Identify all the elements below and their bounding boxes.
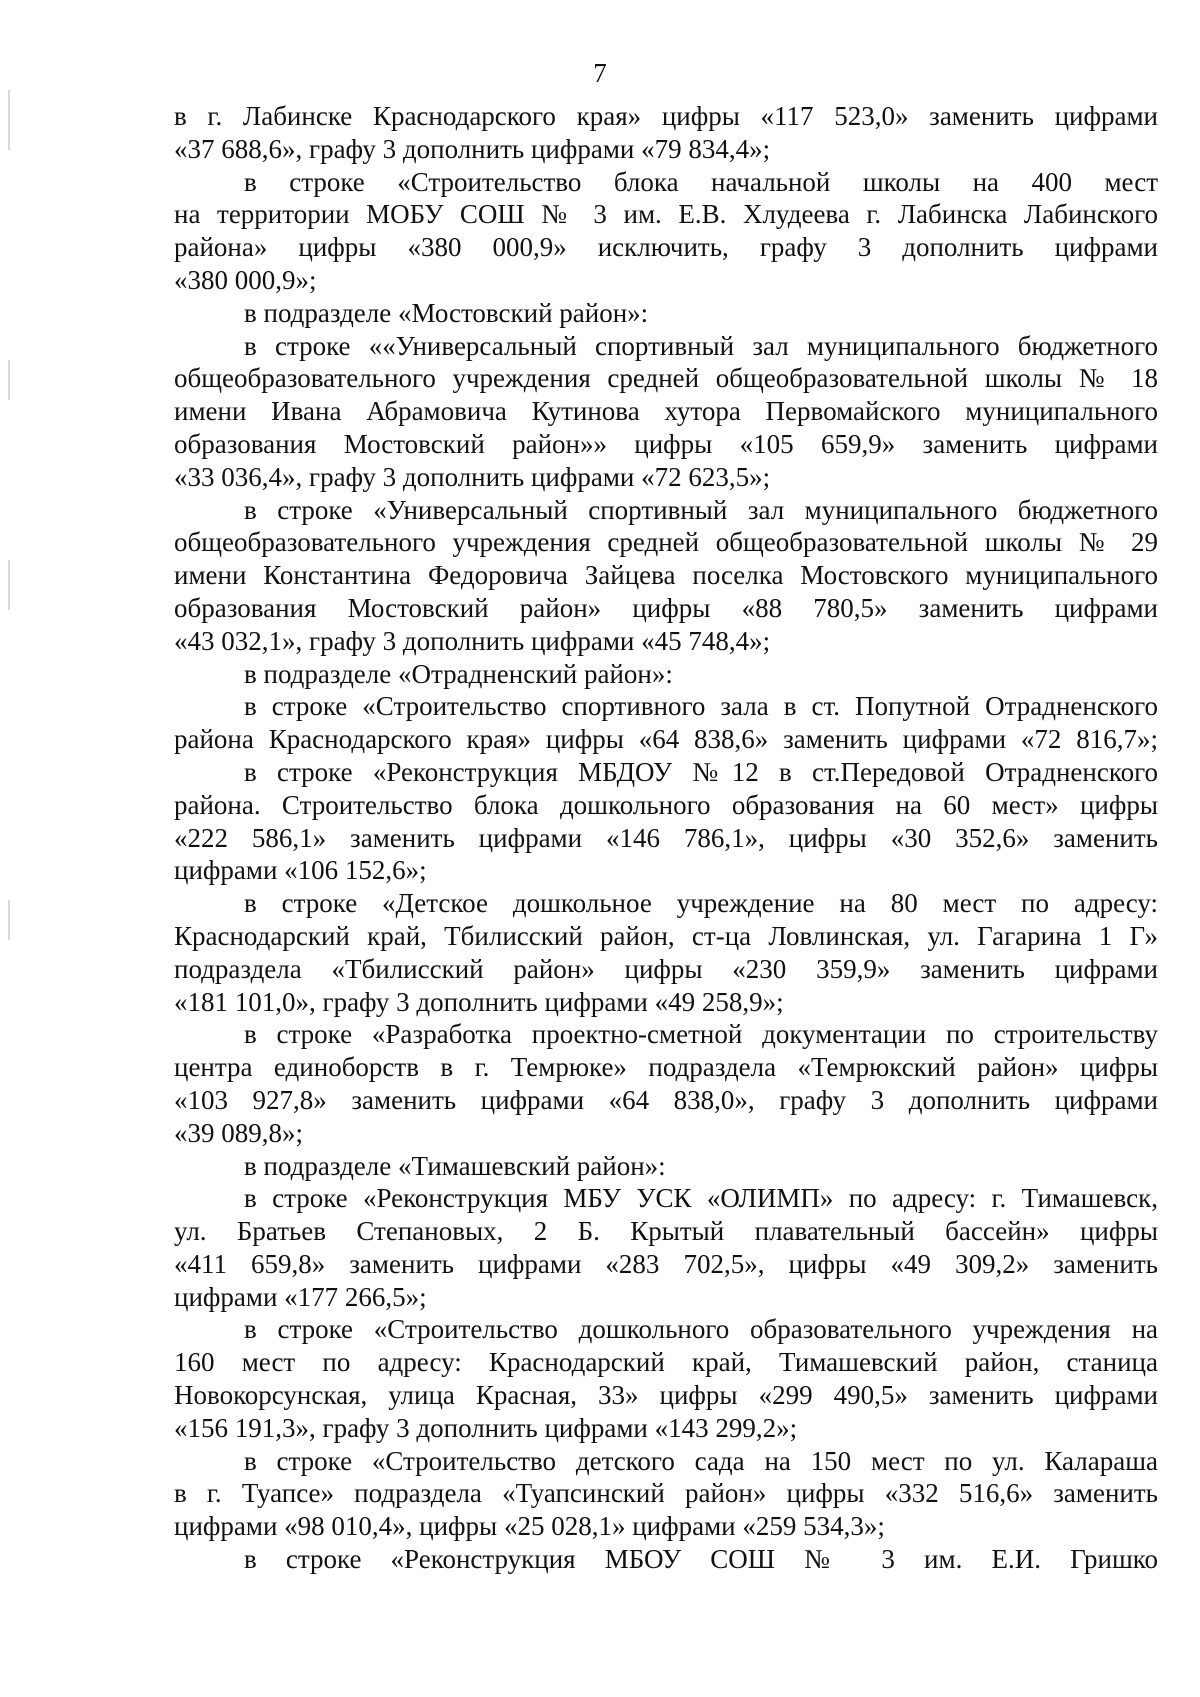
- scan-artifact: [8, 560, 10, 610]
- text-line: района» цифры «380 000,9» исключить, графу 3 дополнить цифрами: [174, 232, 1158, 263]
- text-line: в строке «Строительство детского сада на 150 мест по ул. Калараша: [244, 1445, 1158, 1476]
- text-line: «33 036,4», графу 3 дополнить цифрами «72 623,5»;: [174, 461, 771, 492]
- text-line: в подразделе «Мостовский район»:: [244, 297, 649, 328]
- document-body: [174, 100, 1158, 1576]
- text-line: 160 мест по адресу: Краснодарский край, Тимашевский район, станица: [174, 1347, 1158, 1378]
- page-number: 7: [593, 58, 607, 88]
- scan-artifact: [8, 360, 10, 400]
- text-line: в строке «Строительство блока начальной школы на 400 мест: [244, 166, 1158, 197]
- text-line: «181 101,0», графу 3 дополнить цифрами «49 258,9»;: [174, 986, 784, 1017]
- text-line: образования Мостовский район»» цифры «105 659,9» заменить цифрами: [174, 428, 1158, 459]
- text-line: района. Строительство блока дошкольного образования на 60 мест» цифры: [174, 789, 1158, 820]
- text-line: в строке «Реконструкция МБДОУ №12 в ст.Передовой Отрадненского: [244, 756, 1158, 787]
- text-line: на территории МОБУ СОШ № 3 им. Е.В. Хлудеева г. Лабинска Лабинского: [174, 199, 1158, 230]
- text-line: района Краснодарского края» цифры «64 838,6» заменить цифрами «72 816,7»;: [174, 724, 1158, 755]
- text-line: центра единоборств в г. Темрюке» подраздела «Темрюкский район» цифры: [174, 1052, 1158, 1083]
- text-line: в строке «Строительство дошкольного образовательного учреждения на: [244, 1314, 1158, 1345]
- text-line: в г. Лабинске Краснодарского края» цифры «117 523,0» заменить цифрами: [174, 101, 1158, 131]
- text-line: в строке «Строительство спортивного зала в ст. Попутной Отрадненского: [244, 691, 1158, 722]
- text-line: Новокорсунская, улица Красная, 33» цифры «299 490,5» заменить цифрами: [174, 1380, 1158, 1411]
- text-line: «380 000,9»;: [174, 264, 317, 295]
- text-line: «39 089,8»;: [174, 1117, 304, 1148]
- scan-artifact: [8, 900, 10, 940]
- text-line: в строке «Разработка проектно-сметной документации по строительству: [244, 1019, 1158, 1050]
- text-line: в строке «Реконструкция МБОУ СОШ № 3 им. Е.И. Гришко: [244, 1544, 1158, 1575]
- text-line: подраздела «Тбилисский район» цифры «230 359,9» заменить цифрами: [174, 953, 1158, 984]
- text-line: общеобразовательного учреждения средней общеобразовательной школы № 18: [174, 363, 1158, 394]
- text-line: в подразделе «Отрадненский район»:: [244, 658, 673, 689]
- text-line: образования Мостовский район» цифры «88 780,5» заменить цифрами: [174, 592, 1158, 623]
- text-line: Краснодарский край, Тбилисский район, ст-ца Ловлинская, ул. Гагарина 1 Г»: [174, 920, 1158, 951]
- text-line: «411 659,8» заменить цифрами «283 702,5», цифры «49 309,2» заменить: [174, 1248, 1158, 1279]
- text-line: в строке «Реконструкция МБУ УСК «ОЛИМП» по адресу: г. Тимашевск,: [244, 1183, 1158, 1214]
- text-line: цифрами «177 266,5»;: [174, 1281, 427, 1312]
- text-line: в строке ««Универсальный спортивный зал муниципального бюджетного: [244, 330, 1158, 361]
- text-line: «43 032,1», графу 3 дополнить цифрами «45 748,4»;: [174, 625, 771, 656]
- text-line: «222 586,1» заменить цифрами «146 786,1», цифры «30 352,6» заменить: [174, 822, 1158, 853]
- text-line: в строке «Универсальный спортивный зал муниципального бюджетного: [244, 494, 1158, 525]
- text-line: цифрами «106 152,6»;: [174, 855, 427, 886]
- text-line: имени Константина Федоровича Зайцева поселка Мостовского муниципального: [174, 560, 1158, 591]
- text-line: цифрами «98 010,4», цифры «25 028,1» цифрами «259 534,3»;: [174, 1511, 885, 1542]
- scan-artifact: [8, 90, 10, 150]
- text-line: общеобразовательного учреждения средней общеобразовательной школы № 29: [174, 527, 1158, 558]
- text-line: «156 191,3», графу 3 дополнить цифрами «143 299,2»;: [174, 1412, 798, 1443]
- text-line: «37 688,6», графу 3 дополнить цифрами «79 834,4»;: [174, 133, 771, 164]
- text-line: имени Ивана Абрамовича Кутинова хутора Первомайского муниципального: [174, 396, 1158, 427]
- text-line: в подразделе «Тимашевский район»:: [244, 1150, 666, 1181]
- text-line: в г. Туапсе» подраздела «Туапсинский район» цифры «332 516,6» заменить: [174, 1478, 1158, 1509]
- text-line: «103 927,8» заменить цифрами «64 838,0», графу 3 дополнить цифрами: [174, 1084, 1158, 1115]
- text-line: ул. Братьев Степановых, 2 Б. Крытый плавательный бассейн» цифры: [174, 1216, 1158, 1247]
- text-line: в строке «Детское дошкольное учреждение на 80 мест по адресу:: [244, 888, 1158, 919]
